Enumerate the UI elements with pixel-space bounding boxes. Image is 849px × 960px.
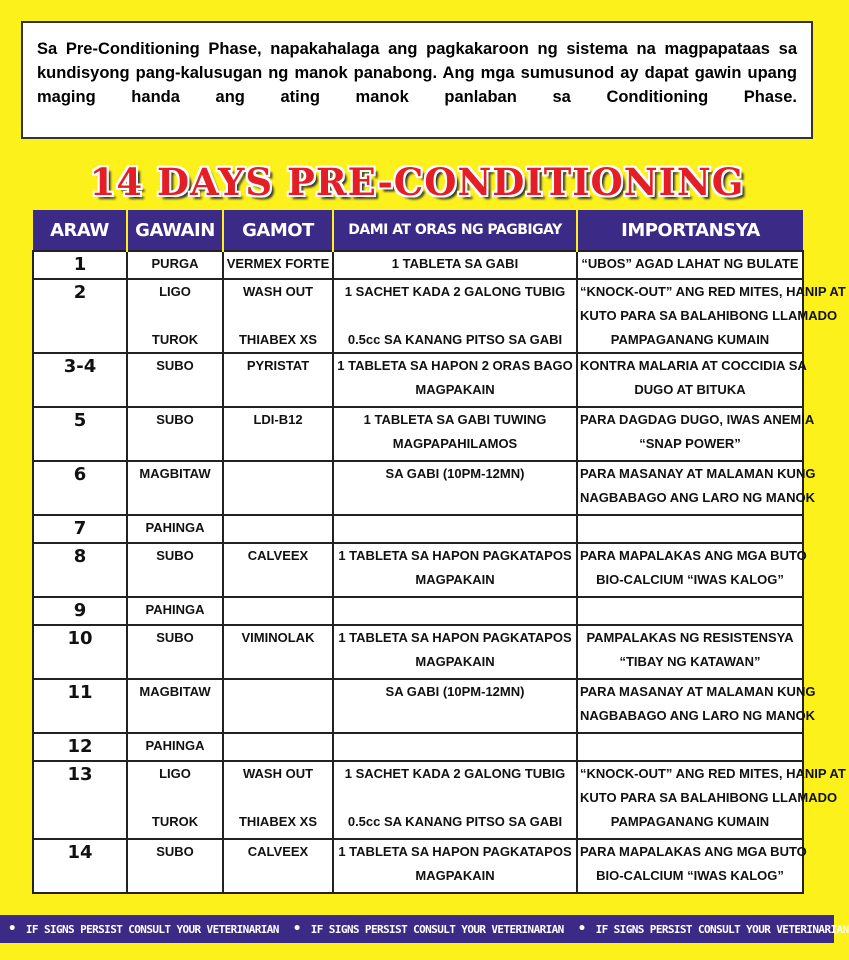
cell-dami — [333, 543, 577, 597]
table-row — [33, 761, 803, 839]
cell-importansya — [577, 761, 846, 839]
cell-gawain: SUBO — [127, 353, 223, 407]
gamot-line-2: THIABEX XS — [238, 332, 317, 347]
cell-dami: 1 TABLETA SA GABI — [333, 251, 577, 279]
cell-importansya — [577, 543, 807, 597]
cell-dami — [333, 407, 577, 461]
cell-araw: 1 — [33, 251, 127, 279]
importansya-line-1: PARA MAPALAKAS ANG MGA BUTO — [580, 548, 807, 563]
gawain-line-2: TUROK — [151, 814, 199, 829]
importansya-line-2: NAGBABAGO ANG LARO NG MANOK — [580, 490, 815, 505]
dami-line-2: MAGPAKAIN — [415, 572, 495, 587]
cell-dami — [333, 353, 577, 407]
table-header-row — [33, 210, 803, 251]
cell-araw: 7 — [33, 515, 127, 543]
importansya-line-1: PARA MASANAY AT MALAMAN KUNG — [580, 466, 816, 481]
table-row — [33, 353, 803, 407]
footer-text: IF SIGNS PERSIST CONSULT YOUR VETERINARIAN — [595, 923, 849, 936]
importansya-line-1: “KNOCK-OUT” ANG RED MITES, HANIP AT — [580, 284, 846, 299]
cell-araw: 6 — [33, 461, 127, 515]
bullet-icon: • — [8, 921, 16, 937]
cell-araw: 5 — [33, 407, 127, 461]
cell-araw: 12 — [33, 733, 127, 761]
dami-line-1: 1 TABLETA SA HAPON PAGKATAPOS — [338, 844, 572, 859]
cell-gawain — [127, 279, 223, 353]
cell-importansya — [577, 353, 807, 407]
cell-dami: SA GABI (10PM-12MN) — [333, 679, 577, 733]
cell-gamot — [223, 761, 333, 839]
importansya-line-2: NAGBABAGO ANG LARO NG MANOK — [580, 708, 815, 723]
dami-line-1: 1 SACHET KADA 2 GALONG TUBIG — [344, 284, 566, 299]
cell-gamot: CALVEEX — [223, 839, 333, 893]
dami-line-2: 0.5cc SA KANANG PITSO SA GABI — [347, 332, 563, 347]
table-row — [33, 279, 803, 353]
cell-importansya — [577, 515, 803, 543]
importansya-line-1: “KNOCK-OUT” ANG RED MITES, HANIP AT — [580, 766, 846, 781]
cell-gawain: PAHINGA — [127, 597, 223, 625]
cell-gawain: MAGBITAW — [127, 679, 223, 733]
cell-gamot — [223, 515, 333, 543]
cell-dami — [333, 733, 577, 761]
cell-importansya: “UBOS” AGAD LAHAT NG BULATE — [577, 251, 803, 279]
footer-segment — [285, 923, 564, 936]
table-row — [33, 543, 803, 597]
importansya-line-2: KUTO PARA SA BALAHIBONG LLAMADO — [580, 308, 838, 323]
table-row — [33, 251, 803, 279]
cell-gamot: VERMEX FORTE — [223, 251, 333, 279]
dami-line-1: 1 TABLETA SA HAPON 2 ORAS BAGO — [337, 358, 573, 373]
cell-gawain: PAHINGA — [127, 515, 223, 543]
footer-text: IF SIGNS PERSIST CONSULT YOUR VETERINARIAN — [310, 923, 564, 936]
cell-importansya — [577, 679, 816, 733]
dami-line-1: 1 TABLETA SA HAPON PAGKATAPOS — [338, 548, 572, 563]
footer-segment — [0, 923, 279, 936]
table-row — [33, 461, 803, 515]
importansya-line-3: PAMPAGANANG KUMAIN — [610, 814, 770, 829]
cell-gamot — [223, 733, 333, 761]
importansya-line-2: “TIBAY NG KATAWAN” — [619, 654, 761, 669]
cell-gamot — [223, 597, 333, 625]
intro-paragraph: Sa Pre-Conditioning Phase, napakahalaga ang pagkakaroon ng sistema na magpapataas sa kundisyong pang-kalusugan ng manok panabong. Ang mga sumusunod ay dapat gawin upang maging handa ang ating manok panlaban sa Conditioning Phase. — [21, 21, 813, 139]
dami-line-2: 0.5cc SA KANANG PITSO SA GABI — [347, 814, 563, 829]
importansya-line-2: KUTO PARA SA BALAHIBONG LLAMADO — [580, 790, 838, 805]
cell-importansya — [577, 279, 846, 353]
cell-importansya — [577, 461, 816, 515]
table-row — [33, 733, 803, 761]
importansya-line-2: “SNAP POWER” — [639, 436, 741, 451]
gawain-line-1: LIGO — [159, 284, 191, 299]
cell-araw: 3-4 — [33, 353, 127, 407]
cell-gawain — [127, 761, 223, 839]
cell-importansya — [577, 597, 803, 625]
gamot-line-2: THIABEX XS — [238, 814, 317, 829]
cell-araw: 14 — [33, 839, 127, 893]
cell-dami — [333, 597, 577, 625]
dami-line-1: 1 TABLETA SA GABI TUWING — [363, 412, 547, 427]
cell-dami — [333, 839, 577, 893]
header-importansya: IMPORTANSYA — [577, 210, 803, 251]
cell-dami — [333, 279, 577, 353]
cell-gawain: SUBO — [127, 407, 223, 461]
cell-gamot: VIMINOLAK — [223, 625, 333, 679]
gawain-line-1: LIGO — [159, 766, 191, 781]
header-gamot: GAMOT — [223, 210, 333, 251]
cell-importansya — [577, 625, 803, 679]
cell-araw: 10 — [33, 625, 127, 679]
bullet-icon: • — [292, 921, 301, 937]
cell-dami — [333, 515, 577, 543]
cell-gamot — [223, 461, 333, 515]
importansya-line-1: PARA DAGDAG DUGO, IWAS ANEMIA — [580, 412, 815, 427]
footer-segment — [570, 923, 849, 936]
gamot-line-1: WASH OUT — [242, 284, 314, 299]
header-gawain: GAWAIN — [127, 210, 223, 251]
cell-gawain: SUBO — [127, 625, 223, 679]
cell-gamot: LDI-B12 — [223, 407, 333, 461]
importansya-line-3: PAMPAGANANG KUMAIN — [610, 332, 770, 347]
bullet-icon: • — [577, 921, 586, 937]
cell-importansya — [577, 733, 803, 761]
cell-araw: 13 — [33, 761, 127, 839]
dami-line-1: 1 SACHET KADA 2 GALONG TUBIG — [344, 766, 566, 781]
footer-text: IF SIGNS PERSIST CONSULT YOUR VETERINARIAN — [25, 923, 279, 936]
schedule-table — [32, 210, 846, 894]
importansya-line-1: PAMPALAKAS NG RESISTENSYA — [586, 630, 794, 645]
dami-line-2: MAGPAPAHILAMOS — [392, 436, 518, 451]
cell-araw: 8 — [33, 543, 127, 597]
cell-gamot — [223, 279, 333, 353]
cell-gamot — [223, 679, 333, 733]
cell-dami — [333, 761, 577, 839]
table-row — [33, 625, 803, 679]
cell-gawain: MAGBITAW — [127, 461, 223, 515]
table-row — [33, 407, 803, 461]
cell-dami — [333, 625, 577, 679]
cell-importansya — [577, 407, 815, 461]
cell-importansya — [577, 839, 807, 893]
table-row — [33, 597, 803, 625]
gawain-line-2: TUROK — [151, 332, 199, 347]
table-row — [33, 839, 803, 893]
header-araw: ARAW — [33, 210, 127, 251]
cell-gawain: SUBO — [127, 543, 223, 597]
gamot-line-1: WASH OUT — [242, 766, 314, 781]
importansya-line-1: PARA MASANAY AT MALAMAN KUNG — [580, 684, 816, 699]
dami-line-2: MAGPAKAIN — [415, 654, 495, 669]
cell-gamot: CALVEEX — [223, 543, 333, 597]
dami-line-2: MAGPAKAIN — [415, 382, 495, 397]
cell-araw: 9 — [33, 597, 127, 625]
cell-dami: SA GABI (10PM-12MN) — [333, 461, 577, 515]
footer-banner — [0, 915, 849, 943]
table-row — [33, 679, 803, 733]
importansya-line-2: BIO-CALCIUM “IWAS KALOG” — [596, 572, 784, 587]
header-dami: DAMI AT ORAS NG PAGBIGAY — [333, 210, 577, 251]
dami-line-2: MAGPAKAIN — [415, 868, 495, 883]
cell-gawain: PAHINGA — [127, 733, 223, 761]
cell-gamot: PYRISTAT — [223, 353, 333, 407]
cell-araw: 2 — [33, 279, 127, 353]
cell-araw: 11 — [33, 679, 127, 733]
cell-gawain: SUBO — [127, 839, 223, 893]
table-row — [33, 515, 803, 543]
importansya-line-1: PARA MAPALAKAS ANG MGA BUTO — [580, 844, 807, 859]
importansya-line-2: BIO-CALCIUM “IWAS KALOG” — [596, 868, 784, 883]
cell-gawain: PURGA — [127, 251, 223, 279]
page-title: 14 DAYS PRE-CONDITIONING — [89, 160, 745, 204]
importansya-line-2: DUGO AT BITUKA — [634, 382, 746, 397]
importansya-line-1: KONTRA MALARIA AT COCCIDIA SA — [580, 358, 807, 373]
dami-line-1: 1 TABLETA SA HAPON PAGKATAPOS — [338, 630, 572, 645]
